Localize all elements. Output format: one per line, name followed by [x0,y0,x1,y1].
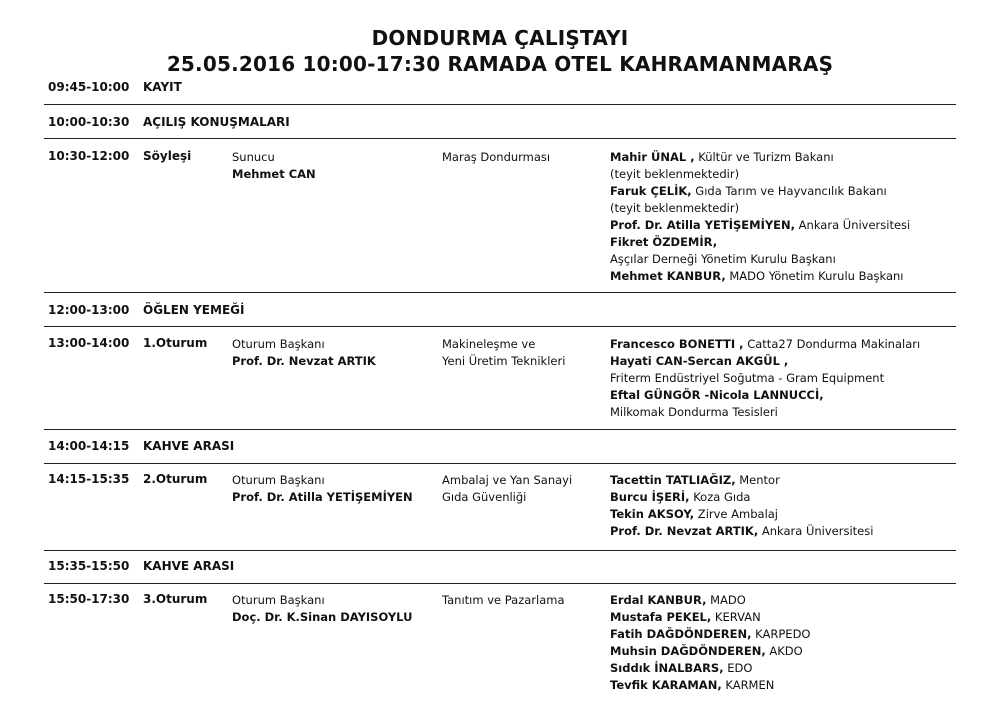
speaker-affiliation: (teyit beklenmektedir) [610,201,740,215]
speaker-entry [610,183,910,200]
speaker-name: Francesco BONETTI , [610,337,744,351]
session-chair [232,592,412,626]
topic-line: Maraş Dondurması [442,150,551,164]
speaker-entry [610,472,873,489]
topic-line: Ambalaj ve Yan Sanayi [442,473,573,487]
speaker-affiliation: Catta27 Dondurma Makinaları [743,337,921,351]
session-label: ÖĞLEN YEMEĞİ [143,303,245,317]
session-label: KAHVE ARASI [143,439,235,453]
session-time: 12:00-13:00 [48,303,130,317]
session-label: AÇILIŞ KONUŞMALARI [143,115,290,129]
session-topic [442,149,550,166]
session-time: 14:15-15:35 [48,472,130,486]
session-time: 15:35-15:50 [48,559,130,573]
divider [44,138,956,139]
speaker-entry [610,592,810,609]
speaker-name: Mustafa PEKEL, [610,610,712,624]
speaker-affiliation: (teyit beklenmektedir) [610,167,740,181]
speaker-affiliation: Koza Gıda [689,490,751,504]
session-label: 2.Oturum [143,472,208,486]
speaker-affiliation: Ankara Üniversitesi [758,524,874,538]
speaker-name: Sıddık İNALBARS, [610,661,724,675]
speaker-entry [610,660,810,677]
speaker-name: Tacettin TATLIAĞIZ, [610,473,736,487]
chair-name: Prof. Dr. Atilla YETİŞEMİYEN [232,490,413,504]
speaker-name: Hayati CAN-Sercan AKGÜL , [610,354,789,368]
speaker-name: Eftal GÜNGÖR -Nicola LANNUCCİ, [610,388,824,402]
session-time: 14:00-14:15 [48,439,130,453]
speaker-affiliation: Gıda Tarım ve Hayvancılık Bakanı [691,184,887,198]
session-time: 15:50-17:30 [48,592,130,606]
speaker-name: Erdal KANBUR, [610,593,707,607]
speaker-entry [610,506,873,523]
speaker-list [610,149,910,285]
chair-role: Oturum Başkanı [232,337,325,351]
session-label: 1.Oturum [143,336,208,350]
speaker-affiliation: Milkomak Dondurma Tesisleri [610,405,778,419]
speaker-name: Tevfik KARAMAN, [610,678,722,692]
session-label: KAYIT [143,80,182,94]
speaker-entry [610,370,920,387]
speaker-name: Tekin AKSOY, [610,507,695,521]
speaker-name: Fikret ÖZDEMİR, [610,235,718,249]
divider [44,550,956,551]
speaker-entry [610,166,910,183]
speaker-affiliation: KARPEDO [751,627,811,641]
speaker-list [610,472,873,540]
speaker-list [610,336,920,421]
divider [44,429,956,430]
chair-name: Doç. Dr. K.Sinan DAYISOYLU [232,610,413,624]
speaker-affiliation: MADO Yönetim Kurulu Başkanı [725,269,904,283]
session-chair [232,336,376,370]
speaker-entry [610,677,810,694]
topic-line: Yeni Üretim Teknikleri [442,354,566,368]
topic-line: Makineleşme ve [442,337,536,351]
chair-name: Mehmet CAN [232,167,316,181]
speaker-entry [610,626,810,643]
session-label: 3.Oturum [143,592,208,606]
speaker-affiliation: KARMEN [721,678,775,692]
speaker-name: Muhsin DAĞDÖNDEREN, [610,644,766,658]
speaker-affiliation: Zirve Ambalaj [694,507,779,521]
speaker-name: Faruk ÇELİK, [610,184,692,198]
speaker-entry [610,336,920,353]
speaker-entry [610,489,873,506]
session-time: 10:00-10:30 [48,115,130,129]
speaker-entry [610,200,910,217]
session-chair [232,472,413,506]
session-chair [232,149,316,183]
speaker-entry [610,523,873,540]
session-time: 10:30-12:00 [48,149,130,163]
session-topic [442,472,572,506]
session-label: KAHVE ARASI [143,559,235,573]
speaker-affiliation: Friterm Endüstriyel Soğutma - Gram Equipment [610,371,885,385]
speaker-entry [610,387,920,404]
speaker-entry [610,643,810,660]
session-time: 09:45-10:00 [48,80,130,94]
session-topic [442,336,565,370]
divider [44,104,956,105]
page-title: DONDURMA ÇALIŞTAYI [371,26,629,50]
speaker-entry [610,149,910,166]
speaker-affiliation: Ankara Üniversitesi [795,218,911,232]
speaker-name: Mehmet KANBUR, [610,269,726,283]
session-time: 13:00-14:00 [48,336,130,350]
speaker-entry [610,251,910,268]
speaker-list [610,592,810,694]
speaker-affiliation: Kültür ve Turizm Bakanı [694,150,834,164]
session-label: Söyleşi [143,149,192,163]
speaker-name: Burcu İŞERİ, [610,490,690,504]
speaker-entry [610,353,920,370]
speaker-name: Mahir ÜNAL , [610,150,695,164]
chair-role: Oturum Başkanı [232,473,325,487]
chair-role: Oturum Başkanı [232,593,325,607]
topic-line: Tanıtım ve Pazarlama [442,593,565,607]
speaker-name: Prof. Dr. Nevzat ARTIK, [610,524,759,538]
chair-name: Prof. Dr. Nevzat ARTIK [232,354,376,368]
divider [44,463,956,464]
speaker-entry [610,268,910,285]
speaker-entry [610,234,910,251]
speaker-entry [610,609,810,626]
speaker-affiliation: Mentor [735,473,780,487]
speaker-affiliation: KERVAN [711,610,761,624]
speaker-name: Prof. Dr. Atilla YETİŞEMİYEN, [610,218,796,232]
speaker-affiliation: EDO [723,661,753,675]
event-date-venue: 25.05.2016 10:00-17:30 RAMADA OTEL KAHRAMANMARAŞ [166,52,834,76]
speaker-entry [610,217,910,234]
speaker-affiliation: AKDO [765,644,803,658]
divider [44,583,956,584]
divider [44,292,956,293]
speaker-affiliation: MADO [706,593,746,607]
speaker-entry [610,404,920,421]
speaker-name: Fatih DAĞDÖNDEREN, [610,627,752,641]
divider [44,326,956,327]
topic-line: Gıda Güvenliği [442,490,527,504]
speaker-affiliation: Aşçılar Derneği Yönetim Kurulu Başkanı [610,252,836,266]
session-topic [442,592,565,609]
chair-role: Sunucu [232,150,275,164]
